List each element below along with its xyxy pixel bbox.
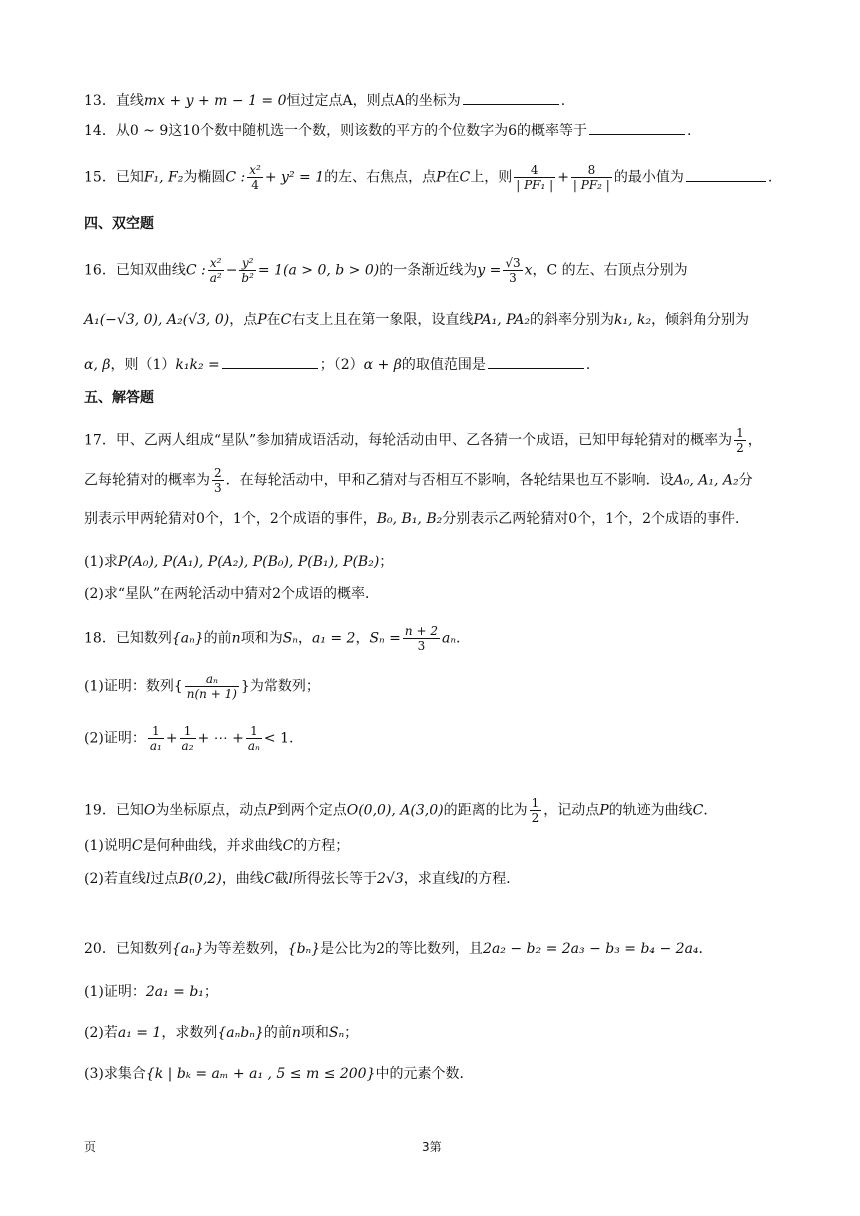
denominator: b² xyxy=(241,271,254,285)
text: 已知 xyxy=(115,802,144,819)
question-18-part-1: (1)证明：数列{ $\frac{\text{aₙ}}{n(n + 1)}$ }为常数列； xyxy=(84,672,320,701)
math: 2a₂ − b₂ = 2a₃ − b₃ = b₄ − 2a₄ xyxy=(483,941,699,957)
numerator: √3 xyxy=(505,256,521,270)
math: 2a₁ = b₁ xyxy=(145,984,204,1000)
text: ； xyxy=(203,984,218,1000)
math: C xyxy=(131,838,143,854)
fraction xyxy=(530,796,542,825)
text: 的方程； xyxy=(293,838,350,854)
question-20-line-1 xyxy=(84,939,713,959)
text: 是公比为 xyxy=(320,941,377,957)
text: (1)说明 xyxy=(84,838,132,854)
math: P xyxy=(599,802,609,819)
math: l xyxy=(145,871,151,887)
fraction xyxy=(247,163,263,192)
fraction xyxy=(148,724,164,753)
text: ．在每轮活动中，甲和乙猜对与否相互不影响，各轮结果也互不影响．设 xyxy=(225,472,674,489)
fraction xyxy=(208,256,224,285)
answer-blank-1[interactable] xyxy=(222,354,318,369)
denominator: aₙ xyxy=(247,739,260,753)
question-number: 17． xyxy=(84,432,116,449)
text: 的距离的比为 xyxy=(443,802,528,819)
fraction xyxy=(503,256,522,285)
fraction xyxy=(571,163,612,192)
answer-blank-2[interactable] xyxy=(488,354,584,369)
text: ． xyxy=(698,941,713,957)
denominator: 3 xyxy=(417,639,426,653)
question-20-part-3 xyxy=(84,1064,474,1084)
text: 已知双曲线 xyxy=(115,262,186,279)
text: 到两个定点 xyxy=(276,802,347,819)
text: 是何种曲线，并求曲线 xyxy=(142,838,283,854)
text: ；（2） xyxy=(319,357,364,373)
question-16-line-2 xyxy=(84,310,749,330)
math: − xyxy=(225,262,238,279)
text: 所得弦长等于 xyxy=(293,871,378,887)
text: ，求数列 xyxy=(161,1025,218,1041)
math: = 1(a > 0, b > 0) xyxy=(257,262,380,279)
question-17-part-2: (2)求“星队”在两轮活动中猜对2个成语的概率． xyxy=(84,586,380,602)
question-17-line-2 xyxy=(84,466,753,495)
math: l xyxy=(459,871,465,887)
text: 已知数列 xyxy=(115,941,172,957)
question-number: 18． xyxy=(84,630,116,647)
question-number: 20． xyxy=(84,941,116,957)
numerator: n + 2 xyxy=(404,624,438,638)
question-16-line-1 xyxy=(84,256,688,285)
text: 项和 xyxy=(300,1025,329,1041)
text: 的斜率分别为 xyxy=(529,312,614,328)
text: 的取值范围是 xyxy=(401,357,486,373)
math: n xyxy=(291,1025,301,1041)
text: 直线 xyxy=(115,93,144,109)
denominator: 2 xyxy=(531,811,540,825)
math: + ⋯ + xyxy=(197,730,244,747)
denominator: | PF₂ | xyxy=(572,178,610,192)
math: < 1 xyxy=(263,730,290,747)
question-13 xyxy=(84,90,565,111)
math: α + β xyxy=(363,357,402,373)
math: C : xyxy=(225,169,246,186)
question-number: 16． xyxy=(84,262,116,279)
math: O xyxy=(143,802,156,819)
math: n xyxy=(231,630,241,647)
text: . xyxy=(560,93,566,109)
text: 项和为 xyxy=(240,630,283,647)
math: {aₙ} xyxy=(171,941,204,957)
fraction xyxy=(212,466,224,495)
question-number: 14． xyxy=(84,123,116,139)
math: B₀, B₁, B₂ xyxy=(376,511,443,527)
math: C xyxy=(263,871,275,887)
math: C xyxy=(459,169,471,186)
math: F₁, F₂ xyxy=(143,169,184,186)
math: A₁(−√3, 0), A₂(√3, 0) xyxy=(84,312,230,328)
text: ，点 xyxy=(229,312,258,328)
text: ，C 的左、右顶点分别为 xyxy=(532,262,688,279)
denominator: 4 xyxy=(251,178,259,192)
text: ， xyxy=(297,630,312,647)
text: 的前 xyxy=(203,630,232,647)
numerator: 1 xyxy=(531,796,540,810)
math: k₁, k₂ xyxy=(613,312,652,328)
math: 2 xyxy=(376,941,386,957)
text: . xyxy=(585,357,591,373)
math: {aₙ} xyxy=(171,630,204,647)
numerator: 4 xyxy=(514,163,555,178)
math: Sₙ = xyxy=(369,630,401,647)
denominator: | PF₁ | xyxy=(516,178,554,192)
text: 为等差数列， xyxy=(203,941,288,957)
denominator: n(n + 1) xyxy=(186,687,237,701)
text: 的左、右焦点，点 xyxy=(324,169,437,186)
numerator: 1 xyxy=(180,724,196,739)
numerator: 2 xyxy=(214,466,222,480)
text: 的轨迹为曲线 xyxy=(608,802,693,819)
text: ， xyxy=(747,432,762,449)
text: 恒过定点A，则点A的坐标为 xyxy=(286,93,461,109)
text: 的最小值为 xyxy=(613,169,684,186)
question-20-part-2 xyxy=(84,1023,358,1043)
fraction xyxy=(180,724,196,753)
math: aₙ xyxy=(441,630,456,647)
text: 的前 xyxy=(263,1025,292,1041)
text: ，则（1） xyxy=(110,357,176,373)
text: 的方程． xyxy=(464,871,521,887)
text: ； xyxy=(379,554,394,570)
math: PA₁, PA₂ xyxy=(473,312,530,328)
fraction xyxy=(734,426,746,455)
math: a₁ = 1 xyxy=(117,1025,162,1041)
math: Sₙ xyxy=(282,630,298,647)
text: (1)求 xyxy=(84,554,118,570)
text: 别表示甲两轮猜对0个，1个，2个成语的事件， xyxy=(84,511,377,527)
math: P(A₀), P(A₁), P(A₂), P(B₀), P(B₁), P(B₂) xyxy=(117,554,380,570)
text: 乙每轮猜对的概率为 xyxy=(84,472,210,489)
math: y = xyxy=(477,262,502,279)
math: P xyxy=(267,802,277,819)
text: 已知 xyxy=(115,169,144,186)
answer-blank[interactable] xyxy=(589,120,685,135)
math: B(0,2) xyxy=(178,871,222,887)
text: ． xyxy=(703,802,718,819)
denominator: 3 xyxy=(214,481,222,495)
math: P xyxy=(257,312,267,328)
answer-blank[interactable] xyxy=(686,167,766,182)
question-17-line-3 xyxy=(84,509,749,529)
question-18-part-2: (2)证明： $\frac{1}{\text{a₁}}$ + $\frac{1}{\text{a₂}}$ + ⋯ + $\frac{1}{\text{aₙ}}$ < 1. xyxy=(84,724,294,753)
text: (2)若 xyxy=(84,1025,118,1041)
math: + xyxy=(557,169,569,186)
fraction xyxy=(239,256,256,285)
question-15 xyxy=(84,163,772,192)
text: 过点 xyxy=(150,871,179,887)
text: ； xyxy=(344,1025,359,1041)
text: 截 xyxy=(274,871,289,887)
math: l xyxy=(288,871,294,887)
denominator: a₁ xyxy=(149,739,162,753)
text: . xyxy=(687,123,692,139)
equation: mx + y + m − 1 = 0 xyxy=(143,93,287,109)
math: x xyxy=(524,262,533,279)
math: C : xyxy=(185,262,206,279)
numerator: aₙ xyxy=(185,672,239,687)
numerator: 8 xyxy=(571,163,612,178)
math: P xyxy=(436,169,446,186)
text: ，曲线 xyxy=(221,871,264,887)
math: {aₙbₙ} xyxy=(217,1025,264,1041)
denominator: a² xyxy=(209,271,222,285)
question-17-line-1 xyxy=(84,426,762,455)
text: 的一条渐近线为 xyxy=(379,262,478,279)
text: 分 xyxy=(738,472,753,489)
text: . xyxy=(289,730,294,747)
fraction xyxy=(514,163,555,192)
text: 已知数列 xyxy=(115,630,172,647)
math: α, β xyxy=(84,357,111,373)
text: 在 xyxy=(266,312,281,328)
text: 从0 ~ 9这10个数中随机选一个数，则该数的平方的个位数字为6的概率等于 xyxy=(115,123,587,139)
text: 上，则 xyxy=(470,169,513,186)
text: ，倾斜角分别为 xyxy=(651,312,750,328)
numerator: 1 xyxy=(148,724,164,739)
denominator: 2 xyxy=(736,441,744,455)
math: A₀, A₁, A₂ xyxy=(673,472,739,489)
fraction xyxy=(246,724,262,753)
question-19-part-2 xyxy=(84,869,520,889)
question-19-part-1 xyxy=(84,836,349,856)
numerator: 1 xyxy=(736,426,744,440)
text: (2)若直线 xyxy=(84,871,146,887)
text: 为常数列； xyxy=(249,678,320,695)
text: (1)证明：数列 xyxy=(84,678,174,695)
text: 中的元素个数． xyxy=(375,1066,474,1082)
text: ， xyxy=(355,630,370,647)
answer-blank[interactable] xyxy=(463,90,559,105)
numerator: x² xyxy=(249,163,261,177)
numerator: x² xyxy=(208,256,224,271)
page-number: 3第 xyxy=(422,1140,442,1154)
math: Sₙ xyxy=(328,1025,345,1041)
math: a₁ = 2 xyxy=(311,630,356,647)
text: 的等比数列，且 xyxy=(385,941,484,957)
fraction xyxy=(403,624,440,653)
section-heading: 四、双空题 xyxy=(84,216,154,232)
text: (2)证明： xyxy=(84,730,146,747)
footer-left: 页 xyxy=(84,1140,97,1154)
math: C xyxy=(692,802,704,819)
question-number: 19． xyxy=(84,802,116,819)
fraction xyxy=(185,672,239,701)
text: 分别表示乙两轮猜对0个，1个，2个成语的事件． xyxy=(442,511,749,527)
denominator: 3 xyxy=(509,271,517,285)
math: O(0,0), A(3,0) xyxy=(346,802,444,819)
math: C xyxy=(280,312,292,328)
question-19-line-1 xyxy=(84,796,717,825)
text: . xyxy=(456,630,461,647)
denominator: a₂ xyxy=(181,739,194,753)
question-16-line-3 xyxy=(84,354,590,375)
text: 右支上且在第一象限，设直线 xyxy=(291,312,474,328)
math: 2√3 xyxy=(377,871,404,887)
text: 为椭圆 xyxy=(183,169,226,186)
text: 在 xyxy=(445,169,460,186)
question-number: 13． xyxy=(84,93,116,109)
numerator: 1 xyxy=(246,724,262,739)
question-14 xyxy=(84,120,691,141)
math: k₁k₂ = xyxy=(175,357,220,373)
math: C xyxy=(282,838,294,854)
question-18-line-1 xyxy=(84,624,460,653)
question-17-part-1 xyxy=(84,552,393,572)
text: (3)求集合 xyxy=(84,1066,146,1082)
text: 为坐标原点，动点 xyxy=(155,802,268,819)
math: + y² = 1 xyxy=(264,169,325,186)
math: {bₙ} xyxy=(287,941,321,957)
text: ，求直线 xyxy=(403,871,460,887)
question-20-part-1 xyxy=(84,982,218,1002)
text: ，记动点 xyxy=(543,802,600,819)
numerator: y² xyxy=(239,256,256,271)
math: {k | bₖ = aₘ + a₁ , 5 ≤ m ≤ 200} xyxy=(145,1066,376,1082)
text: 甲、乙两人组成“星队”参加猜成语活动，每轮活动由甲、乙各猜一个成语，已知甲每轮猜对的概率为 xyxy=(115,432,733,449)
section-heading: 五、解答题 xyxy=(84,390,154,406)
text: . xyxy=(767,169,773,186)
text: (1)证明： xyxy=(84,984,146,1000)
question-number: 15． xyxy=(84,169,116,186)
